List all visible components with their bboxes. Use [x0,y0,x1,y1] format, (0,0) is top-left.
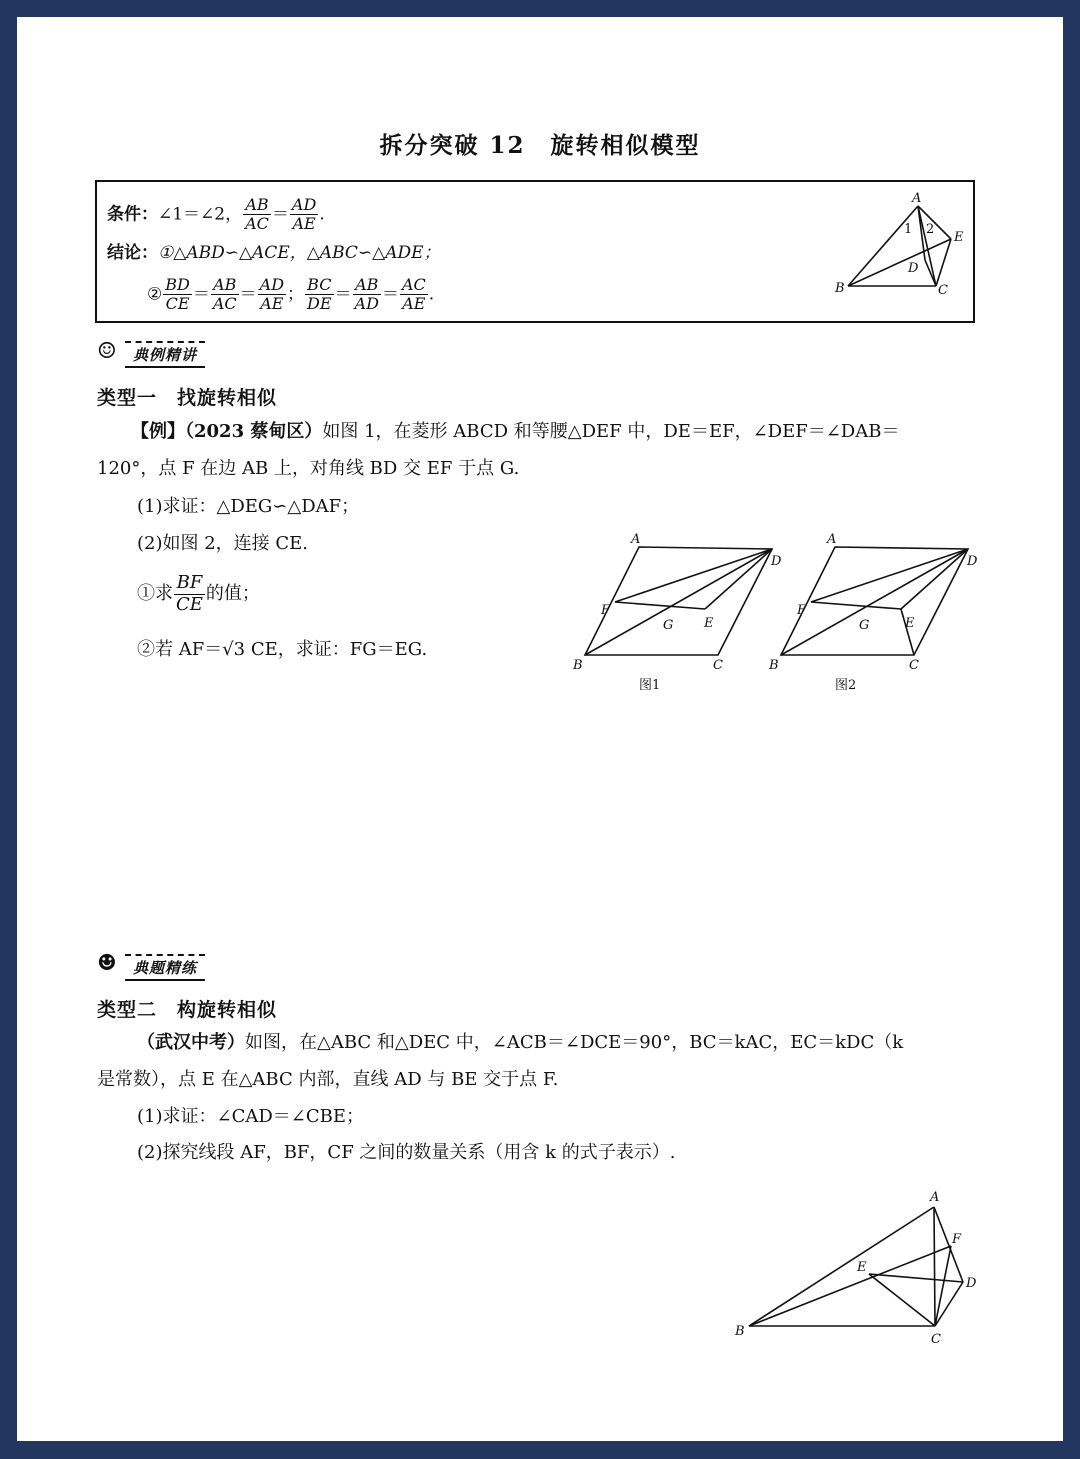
fraction: $\frac{AD}{AE}$ [291,195,317,234]
question-2b: ②若 AF＝√3 CE，求证：FG＝EG. [137,639,428,660]
question-2: (2)如图 2，连接 CE. [137,533,309,554]
mascot-icon: ☺ [97,339,117,364]
angle-2: 2 [926,222,935,237]
figure-2 [765,527,985,692]
problem-question-2: (2)探究线段 AF，BF，CF 之间的数量关系（用含 k 的式子表示）. [137,1142,676,1163]
condition-line: 条件：∠1＝∠2， $\frac{AB}{AC}$ ＝ $\frac{AD}{AE}$ . [107,195,325,234]
section-badge-2: 典题精练 [125,954,205,981]
question-1: (1)求证：△DEG∽△DAF； [137,496,360,517]
conclusion-line-1 [107,245,441,262]
fig2-label-B: B [769,658,779,673]
fig1-label-E: E [704,616,714,631]
label-E: E [954,230,964,245]
fig1-label-B: B [573,658,583,673]
mascot-icon: ☻ [97,951,117,976]
problem-line-1: （武汉中考）如图，在△ABC 和△DEC 中，∠ACB＝∠DCE＝90°，BC＝kAC，EC＝kDC（k [137,1032,904,1053]
problem-source: （武汉中考） [137,1032,245,1053]
page-title: 拆分突破 12 旋转相似模型 [379,132,701,159]
fig1-label-A: A [631,532,641,547]
type-title-2: 类型二 构旋转相似 [97,999,278,1021]
fig1-label-G: G [663,618,674,633]
label-A: A [912,191,922,206]
fig2-label-C: C [909,658,919,673]
page-sheet [17,17,1063,1441]
fraction: $\frac{AB}{AC}$ [245,195,269,234]
label-B: B [835,281,845,296]
problem-question-1: (1)求证：∠CAD＝∠CBE； [137,1106,365,1127]
type-title-1: 类型一 找旋转相似 [97,387,278,409]
condition-label: 条件： [107,204,158,225]
fig3-label-F: F [952,1232,962,1247]
fig3-label-A: A [930,1190,940,1205]
section-badge-1: 典例精讲 [125,341,205,368]
fig1-label-D: D [771,554,782,569]
fig1-label-C: C [713,658,723,673]
angle-1: 1 [904,222,913,237]
example-line-2: 120°，点 F 在边 AB 上，对角线 BD 交 EF 于点 G. [97,458,520,479]
fig2-label-E: E [905,616,915,631]
condition-text: ∠1＝∠2， [158,204,243,225]
fig2-label-F: F [797,603,807,618]
label-D: D [908,261,919,276]
fig2-label-D: D [967,554,978,569]
fig3-label-B: B [735,1324,745,1339]
conclusion-2-mark: ② [147,284,163,305]
conclusion-label: 结论： [107,243,158,263]
fig3-label-C: C [931,1332,941,1347]
figure-3 [727,1185,997,1355]
label-C: C [938,283,948,298]
example-tag: 【例】 [131,421,185,442]
example-line-1: 【例】（2023 蔡甸区）如图 1，在菱形 ABCD 和等腰△DEF 中，DE＝EF，∠DEF＝∠DAB＝ [131,421,900,442]
question-2a: ①求 $\frac{BF}{CE}$ 的值； [137,572,260,615]
fig2-label-G: G [859,618,870,633]
conclusion-line-2: ② $\frac{BD}{CE}$ ＝ $\frac{AB}{AC}$ ＝ $\frac{AD}{AE}$ ； $\frac{BC}{DE}$ ＝ $\frac{AB}{AD}$ ＝ $\frac{AC}{AE}$ . [147,275,435,314]
model-box [95,180,975,323]
fig3-label-E: E [857,1260,867,1275]
example-source: （2023 蔡甸区） [185,421,323,442]
fig2-caption: 图2 [835,678,857,693]
fig2-label-A: A [827,532,837,547]
fig3-label-D: D [966,1276,977,1291]
problem-line-2: 是常数），点 E 在△ABC 内部，直线 AD 与 BE 交于点 F. [97,1069,559,1090]
model-figure [832,186,972,316]
conclusion-1: ①△ABD∽△ACE，△ABC∽△ADE； [158,243,441,263]
fig1-label-F: F [601,603,611,618]
fig1-caption: 图1 [639,678,661,693]
figure-1 [569,527,782,693]
